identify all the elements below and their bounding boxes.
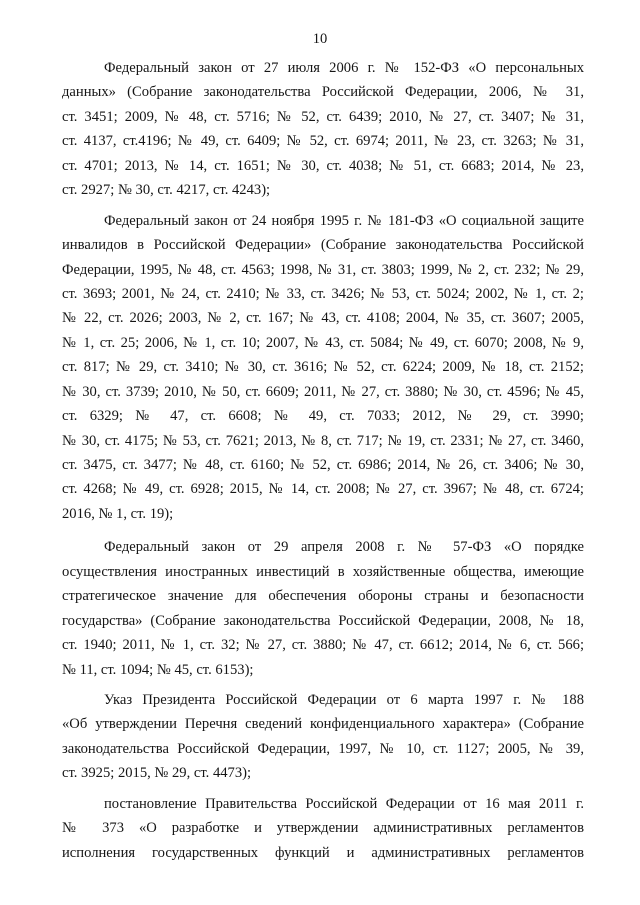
text-line: № 11, ст. 1094; № 45, ст. 6153);	[62, 661, 254, 678]
paragraph-law-57fz	[62, 535, 584, 682]
text-line: ст. 4268; № 49, ст. 6928; 2015, № 14, ст. 2008; № 27, ст. 3967; № 48, ст. 6724;	[62, 481, 584, 498]
text-line: № 22, ст. 2026; 2003, № 2, ст. 167; № 43, ст. 4108; 2004, № 35, ст. 3607; 2005,	[62, 310, 584, 327]
paragraph-law-181fz	[62, 209, 584, 527]
text-line: инвалидов в Российской Федерации» (Собрание законодательства Российской	[62, 237, 584, 254]
text-line: Федерации, 1995, № 48, ст. 4563; 1998, № 31, ст. 3803; 1999, № 2, ст. 232; № 29,	[62, 261, 584, 278]
text-line: 2016, № 1, ст. 19);	[62, 505, 174, 522]
text-line: ст. 3475, ст. 3477; № 48, ст. 6160; № 52, ст. 6986; 2014, № 26, ст. 3406; № 30,	[62, 457, 584, 473]
text-line: исполнения государственных функций и административных регламентов	[62, 844, 584, 861]
text-line: ст. 2927; № 30, ст. 4217, ст. 4243);	[62, 182, 271, 199]
text-line: ст. 6329; № 47, ст. 6608; № 49, ст. 7033; 2012, № 29, ст. 3990;	[62, 408, 584, 425]
text-line: № 1, ст. 25; 2006, № 1, ст. 10; 2007, № 43, ст. 5084; № 49, ст. 6070; 2008, № 9,	[62, 334, 584, 351]
text-line: Федеральный закон от 29 апреля 2008 г. № 57-ФЗ «О порядке	[104, 539, 584, 556]
text-line: Указ Президента Российской Федерации от 6 марта 1997 г. № 188	[104, 691, 584, 708]
text-line: государства» (Собрание законодательства Российской Федерации, 2008, № 18,	[62, 612, 584, 629]
paragraph-resolution-373	[62, 792, 584, 865]
text-line: ст. 3925; 2015, № 29, ст. 4473);	[62, 765, 252, 782]
text-line: осуществления иностранных инвестиций в хозяйственные общества, имеющие	[62, 563, 584, 580]
document-body	[62, 56, 584, 865]
text-line: № 30, ст. 3739; 2010, № 50, ст. 6609; 2011, № 27, ст. 3880; № 30, ст. 4596; № 45,	[62, 383, 584, 400]
text-line: законодательства Российской Федерации, 1997, № 10, ст. 1127; 2005, № 39,	[62, 740, 584, 757]
text-line: стратегическое значение для обеспечения обороны страны и безопасности	[62, 588, 584, 605]
text-line: ст. 817; № 29, ст. 3410; № 30, ст. 3616; № 52, ст. 6224; 2009, № 18, ст. 2152;	[62, 359, 584, 376]
text-line: ст. 4137, ст.4196; № 49, ст. 6409; № 52, ст. 6974; 2011, № 23, ст. 3263; № 31,	[62, 133, 584, 150]
text-line: № 30, ст. 4175; № 53, ст. 7621; 2013, № 8, ст. 717; № 19, ст. 2331; № 27, ст. 3460,	[62, 432, 584, 449]
text-line: данных» (Собрание законодательства Российской Федерации, 2006, № 31,	[62, 84, 584, 101]
text-line: ст. 1940; 2011, № 1, ст. 32; № 27, ст. 3880; № 47, ст. 6612; 2014, № 6, ст. 566;	[62, 637, 584, 654]
text-line: «Об утверждении Перечня сведений конфиденциального характера» (Собрание	[62, 716, 584, 733]
text-line: ст. 3693; 2001, № 24, ст. 2410; № 33, ст. 3426; № 53, ст. 5024; 2002, № 1, ст. 2;	[62, 285, 584, 302]
text-line: Федеральный закон от 24 ноября 1995 г. № 181-ФЗ «О социальной защите	[104, 212, 584, 229]
page-number: 10	[312, 31, 328, 47]
text-line: ст. 3451; 2009, № 48, ст. 5716; № 52, ст. 6439; 2010, № 27, ст. 3407; № 31,	[62, 108, 584, 125]
text-line: ст. 4701; 2013, № 14, ст. 1651; № 30, ст. 4038; № 51, ст. 6683; 2014, № 23,	[62, 157, 584, 174]
paragraph-decree-188	[62, 688, 584, 786]
text-line: № 373 «О разработке и утверждении административных регламентов	[62, 820, 584, 837]
paragraph-law-152fz	[62, 56, 584, 203]
text-line: Федеральный закон от 27 июля 2006 г. № 152-ФЗ «О персональных	[104, 60, 584, 76]
text-line: постановление Правительства Российской Федерации от 16 мая 2011 г.	[104, 795, 584, 812]
